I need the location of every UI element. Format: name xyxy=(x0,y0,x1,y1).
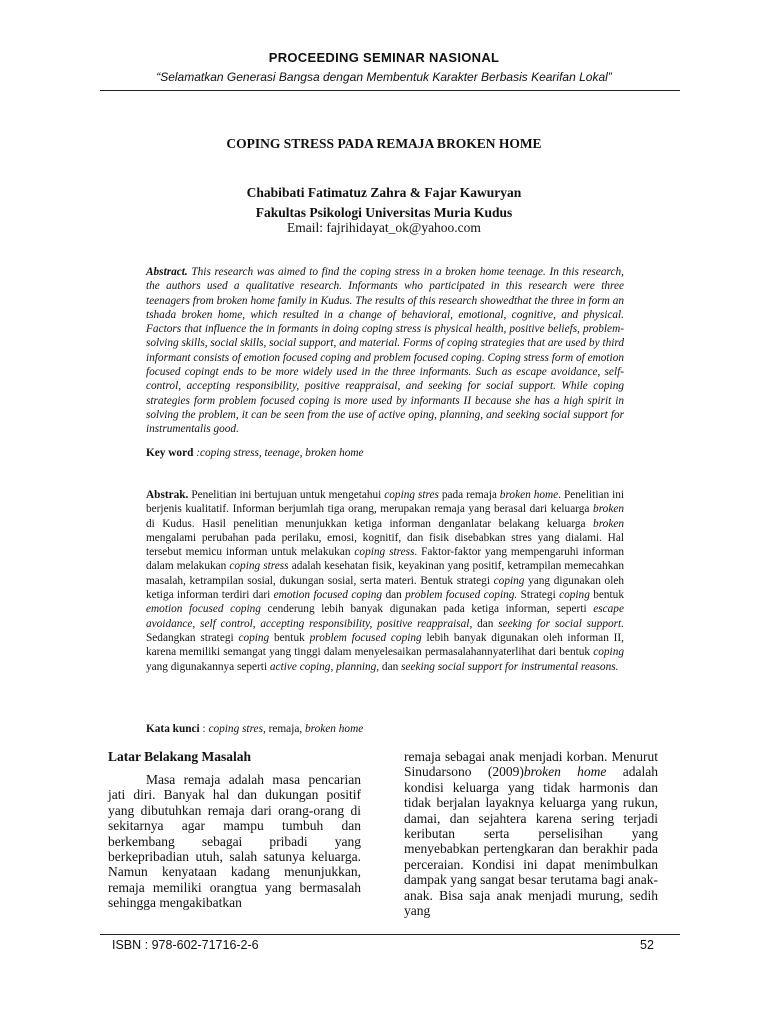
abstrak-segment: mengalami perubahan pada perilaku, emosi, kognitif, dan fisik disebabkan stres yang dialami. Hal tersebut memicu informan untuk melakukan xyxy=(146,531,624,559)
footer-rule xyxy=(100,934,680,935)
abstrak-segment: . Faktor-faktor yang mempengaruhi informan dalam melakukan xyxy=(146,546,624,573)
right-column-segment: broken home xyxy=(523,764,607,780)
right-column-segment: remaja sebagai anak menjadi korban. Menurut Sinudarsono (2009) xyxy=(404,749,658,780)
right-column-segment: adalah kondisi keluarga yang tidak harmonis dan tidak berjalan layaknya keluarga yang rukun, damai, dan sejahtera karena sering terjadi keributan serta perselisihan yang menyebabkan pertengkaran dan berakhir pada perceraian. Kondisi ini dapat menimbulkan dampak yang sangat besar terutama bagi anak-anak. Bisa saja anak menjadi murung, sedih yang xyxy=(404,764,658,919)
kata-kunci-segment: : xyxy=(199,723,209,735)
abstrak-text xyxy=(146,489,624,673)
abstrak-segment: seeking social support for instrumental reasons. xyxy=(401,660,619,673)
abstrak-segment: broken xyxy=(593,503,624,516)
kata-kunci-segment: broken home xyxy=(305,723,364,735)
abstract-indonesian xyxy=(146,488,624,674)
abstrak-segment: seeking for social support. xyxy=(498,617,624,630)
abstrak-segment: emotion focused coping xyxy=(273,589,383,602)
abstrak-segment: . Penelitian ini berjenis kualitatif. Informan berjumlah tiga orang, merupakan remaja yang berasal dari keluarga xyxy=(146,489,624,516)
abstrak-label: Abstrak. xyxy=(146,489,189,501)
abstrak-segment: yang digunakannya seperti xyxy=(146,660,270,673)
abstrak-segment: escape avoidance, self control, accepting responsibility, positive reappraisal xyxy=(146,603,624,630)
abstrak-segment: problem focused coping xyxy=(309,631,422,644)
abstrak-segment: broken home xyxy=(499,489,559,501)
keyword-text: :coping stress, teenage, broken home xyxy=(196,447,364,459)
header-rule xyxy=(100,90,680,91)
abstrak-segment: broken xyxy=(593,517,624,530)
abstrak-segment: coping stress xyxy=(354,546,415,559)
paper-title: COPING STRESS PADA REMAJA BROKEN HOME xyxy=(226,136,542,151)
abstrak-segment: cenderung lebih banyak digunakan pada ketiga informan, seperti xyxy=(260,603,594,616)
abstrak-segment: coping xyxy=(593,646,624,659)
abstract-label: Abstract. xyxy=(146,266,188,278)
kata-kunci-text xyxy=(200,723,364,735)
abstrak-segment: dan xyxy=(382,589,406,602)
abstrak-segment: Penelitian ini bertujuan untuk mengetahui xyxy=(191,489,385,501)
abstrak-segment: lebih banyak digunakan oleh informan II, karena memiliki semangat yang tinggi dalam menyelesaikan permasalahannyaterlihat dari bentuk xyxy=(146,631,624,659)
authors: Chabibati Fatimatuz Zahra & Fajar Kawuryan xyxy=(246,185,522,200)
affiliation: Fakultas Psikologi Universitas Muria Kudus xyxy=(255,205,513,220)
abstrak-segment: di Kudus. Hasil penelitian menunjukkan ketiga informan denganlatar belakang keluarga xyxy=(146,517,594,530)
abstrak-segment: coping xyxy=(238,631,270,644)
abstrak-segment: bentuk xyxy=(269,631,310,644)
abstrak-segment: yang digunakan oleh ketiga informan terdiri dari xyxy=(146,574,624,602)
abstrak-segment: coping stress xyxy=(229,560,289,573)
keywords-english xyxy=(146,447,624,459)
kata-kunci-segment: remaja, xyxy=(265,723,305,735)
abstrak-segment: coping xyxy=(559,589,590,602)
abstrak-segment: problem focused coping. xyxy=(405,589,518,602)
isbn: ISBN : 978-602-71716-2-6 xyxy=(112,938,259,952)
abstrak-segment: coping stres xyxy=(384,489,439,501)
abstrak-segment: emotion focused coping xyxy=(146,603,261,616)
body-right-column xyxy=(404,749,658,918)
abstrak-segment: Sedangkan strategi xyxy=(146,631,239,644)
body-left-column xyxy=(108,772,361,911)
abstrak-segment: bentuk xyxy=(589,589,624,602)
abstrak-segment: adalah kesehatan fisik, keyakinan yang positif, ketrampilan memecahkan masalah, ketrampilan sosial, dukungan sosial, serta materi. Bentuk strategi xyxy=(146,560,624,587)
email: Email: fajrihidayat_ok@yahoo.com xyxy=(287,220,481,235)
right-paragraph xyxy=(404,749,658,918)
kata-kunci-segment: coping stres, xyxy=(208,723,266,735)
abstrak-segment: Strategi xyxy=(517,589,560,602)
keyword-label: Key word xyxy=(146,447,194,459)
abstract-english xyxy=(146,265,624,437)
kata-kunci-label: Kata kunci xyxy=(146,723,200,735)
left-paragraph: Masa remaja adalah masa pencarian jati diri. Banyak hal dan dukungan positif yang dibutuhkan remaja dari orang-orang di sekitarnya agar mampu tumbuh dan berkembang sebagai pribadi yang berkepribadian utuh, salah satunya keluarga. Namun kenyataan kadang menunjukkan, remaja memiliki orangtua yang bermasalah sehingga mengakibatkan xyxy=(108,772,361,911)
proceeding-title: PROCEEDING SEMINAR NASIONAL xyxy=(268,50,500,65)
abstrak-segment: active coping, planning, xyxy=(269,660,380,673)
page-number: 52 xyxy=(640,938,654,952)
abstrak-segment: , dan xyxy=(469,617,499,630)
proceeding-theme: “Selamatkan Generasi Bangsa dengan Membentuk Karakter Berbasis Kearifan Lokal” xyxy=(156,70,612,84)
abstract-text: This research was aimed to find the coping stress in a broken home teenage. In this research, the authors used a qualitative research. Informants who participated in this research were three teenagers from broken home family in Kudus. The results of this research showedthat the three in form an tshada broken home, which resulted in a change of behavioral, emotional, cognitive, and physical. Factors that influence the in formants in doing coping stress is physical health, positive beliefs, problem-solving skills, social skills, social support, and material. Forms of coping strategies that are used by third informant consists of emotion focused coping and problem focused coping. Coping stress form of emotion focused copingt ends to be more widely used in the three informants. Such as escape avoidance, self-control, accepting responsibility, positive reappraisal, and seeking for social support. While coping strategies form problem focused coping is more used by informants II because she has a high spirit in solving the problem, it can be seen from the use of active oping, planning, and seeking social support for instrumentalis good. xyxy=(146,266,624,436)
keywords-indonesian xyxy=(146,723,624,735)
abstrak-segment: pada remaja xyxy=(438,489,500,501)
abstrak-segment: dan xyxy=(379,660,402,673)
abstrak-segment: coping xyxy=(493,574,525,587)
section-heading: Latar Belakang Masalah xyxy=(108,749,252,764)
